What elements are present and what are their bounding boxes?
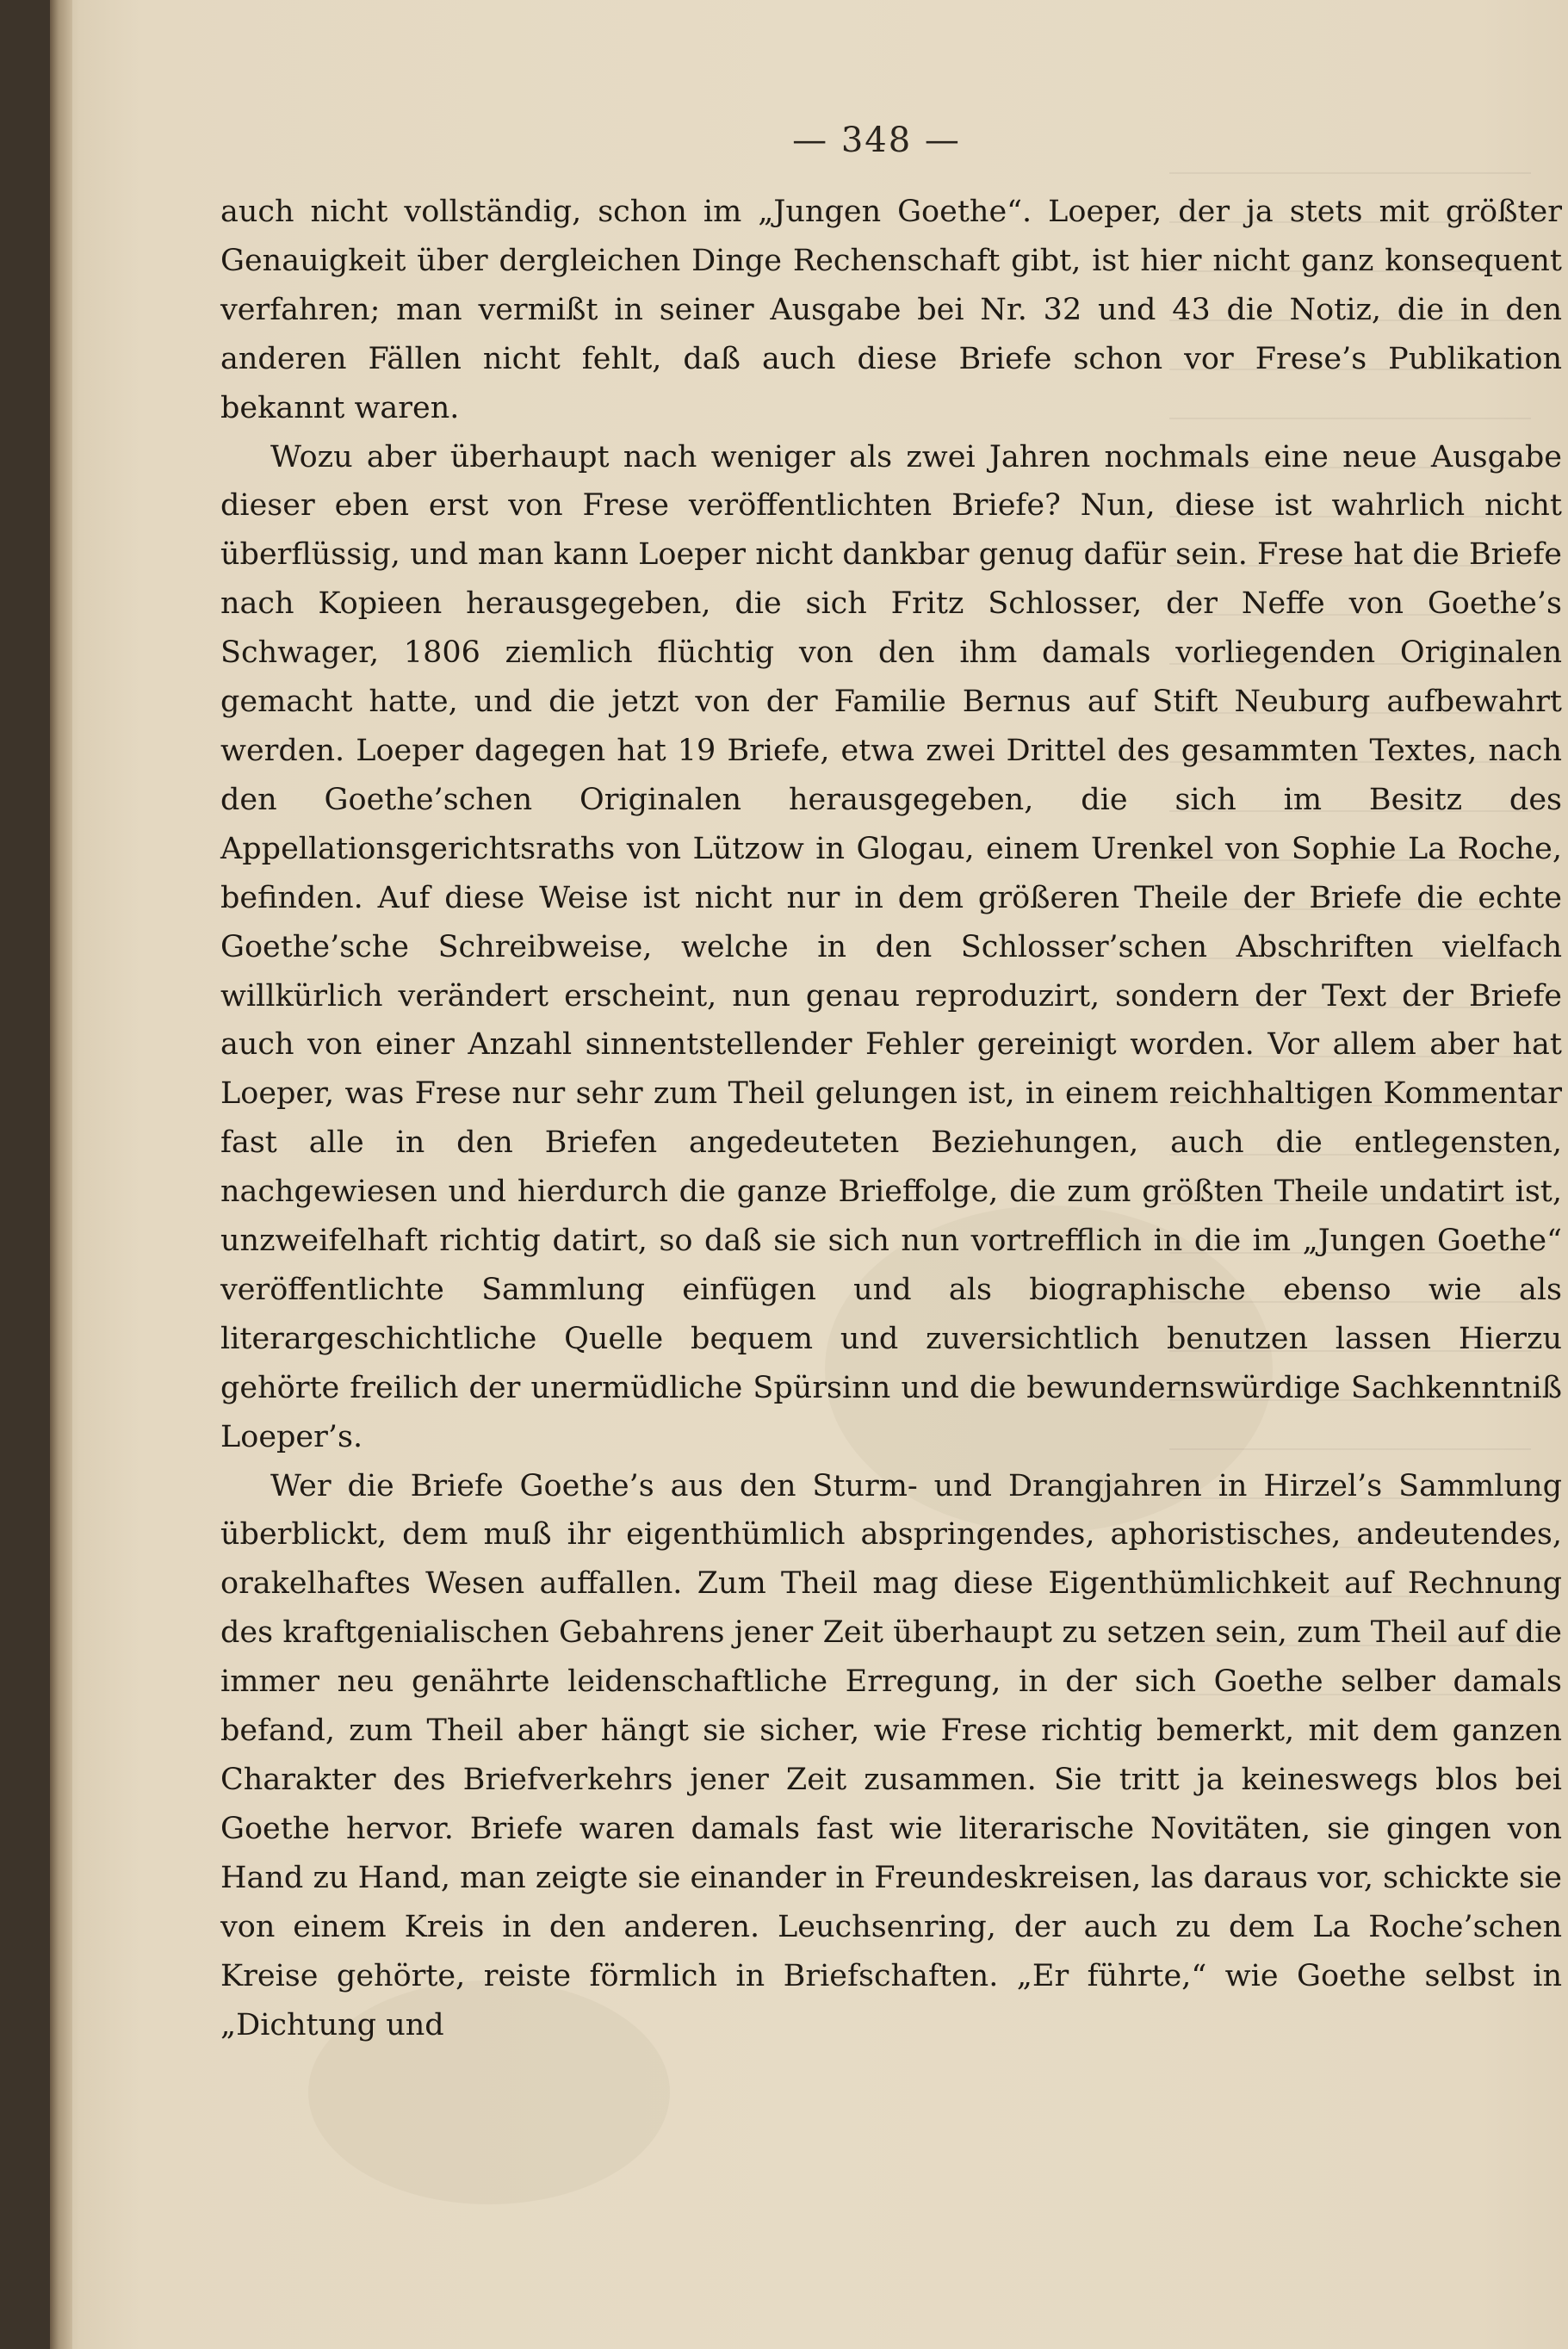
paragraph-1: auch nicht vollständig, schon im „Jungen Goethe“. Loeper, der ja stets mit größter Genauigkeit über dergleichen Dinge Rechenschaft gibt, ist hier nicht ganz konsequent verfahren; man vermißt in seiner Ausgabe bei Nr. 32 und 43 die Notiz, die in den anderen Fällen nicht fehlt, daß auch diese Briefe schon vor Frese’s Publikation bekannt waren.	[220, 195, 1562, 425]
paragraph-2: Wozu aber überhaupt nach weniger als zwei Jahren nochmals eine neue Ausgabe dieser eben erst von Frese veröffentlichten Briefe? Nun, diese ist wahrlich nicht überflüssig, und man kann Loeper nicht dankbar genug dafür sein. Frese hat die Briefe nach Kopieen herausgegeben, die sich Fritz Schlosser, der Neffe von Goethe’s Schwager, 1806 ziemlich flüchtig von den ihm damals vorliegenden Originalen gemacht hatte, und die jetzt von der Familie Bernus auf Stift Neuburg aufbewahrt werden. Loeper dagegen hat 19 Briefe, etwa zwei Drittel des gesammten Textes, nach den Goethe’schen Originalen herausgegeben, die sich im Besitz des Appellationsgerichtsraths von Lützow in Glogau, einem Urenkel von Sophie La Roche, befinden. Auf diese Weise ist nicht nur in dem größeren Theile der Briefe die echte Goethe’sche Schreibweise, welche in den Schlosser’schen Abschriften vielfach willkürlich verändert erscheint, nun genau reproduzirt, sondern der Text der Briefe auch von einer Anzahl sinnentstellender Fehler gereinigt worden. Vor allem aber hat Loeper, was Frese nur sehr zum Theil gelungen ist, in einem reichhaltigen Kommentar fast alle in den Briefen angedeuteten Beziehungen, auch die entlegensten, nachgewiesen und hierdurch die ganze Brieffolge, die zum größten Theile undatirt ist, unzweifelhaft richtig datirt, so daß sie sich nun vortrefflich in die im „Jungen Goethe“ veröffentlichte Sammlung einfügen und als biographische ebenso wie als literargeschichtliche Quelle bequem und zuversichtlich benutzen lassen Hierzu gehörte freilich der unermüdliche Spürsinn und die bewundernswürdige Sachkenntniß Loeper’s.	[220, 439, 1562, 1454]
body-text	[220, 188, 1562, 2049]
paper-page	[50, 0, 1568, 2349]
page-binding-edge	[50, 0, 72, 2349]
page-number: — 348 —	[792, 121, 961, 160]
paragraph-3: Wer die Briefe Goethe’s aus den Sturm- und Drangjahren in Hirzel’s Sammlung überblickt, dem muß ihr eigenthümlich abspringendes, aphoristisches, andeutendes, orakelhaftes Wesen auffallen. Zum Theil mag diese Eigenthümlichkeit auf Rechnung des kraftgenialischen Gebahrens jener Zeit überhaupt zu setzen sein, zum Theil auf die immer neu genährte leidenschaftliche Erregung, in der sich Goethe selber damals befand, zum Theil aber hängt sie sicher, wie Frese richtig bemerkt, mit dem ganzen Charakter des Briefverkehrs jener Zeit zusammen. Sie tritt ja keineswegs blos bei Goethe hervor. Briefe waren damals fast wie literarische Novitäten, sie gingen von Hand zu Hand, man zeigte sie einander in Freundeskreisen, las daraus vor, schickte sie von einem Kreis in den anderen. Leuchsenring, der auch zu dem La Roche’schen Kreise gehörte, reiste förmlich in Briefschaften. „Er führte,“ wie Goethe selbst in „Dichtung und	[220, 1468, 1562, 2042]
